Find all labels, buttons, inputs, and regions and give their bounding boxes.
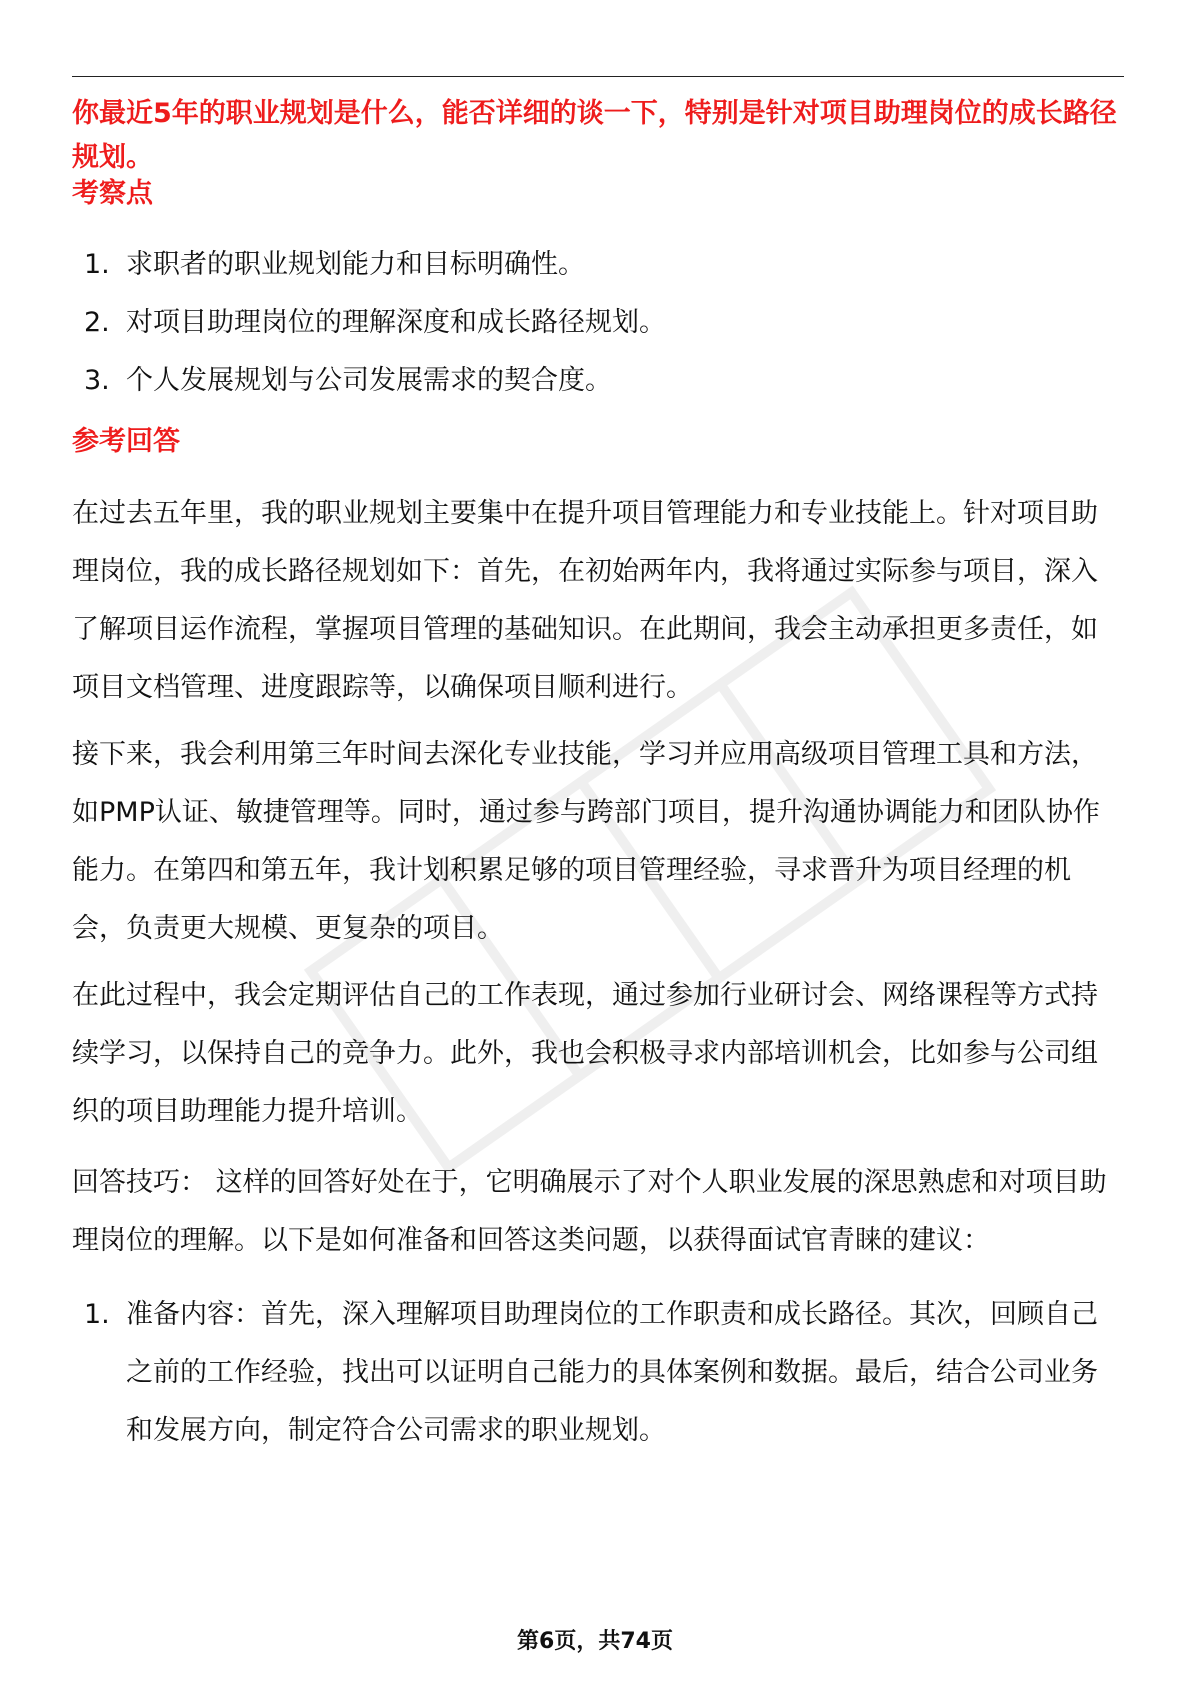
section-heading-examination-points: 考察点 bbox=[72, 178, 153, 209]
document-page bbox=[72, 0, 1124, 1684]
list-item: 1. 准备内容：首先，深入理解项目助理岗位的工作职责和成长路径。其次，回顾自己之前的工作经验，找出可以证明自己能力的具体案例和数据。最后，结合公司业务和发展方向，制定符合公司需求的职业规划。 bbox=[84, 1299, 1098, 1446]
answer-paragraph-3: 在此过程中，我会定期评估自己的工作表现，通过参加行业研讨会、网络课程等方式持续学习，以保持自己的竞争力。此外，我也会积极寻求内部培训机会，比如参与公司组织的项目助理能力提升培训。 bbox=[72, 980, 1098, 1127]
tips-list bbox=[72, 1286, 1124, 1460]
examination-points-list bbox=[72, 236, 1124, 410]
question-title: 你最近5年的职业规划是什么，能否详细的谈一下，特别是针对项目助理岗位的成长路径规划。 bbox=[72, 98, 1117, 173]
page-footer: 第6页，共74页 bbox=[517, 1629, 673, 1654]
answer-paragraph-1: 在过去五年里，我的职业规划主要集中在提升项目管理能力和专业技能上。针对项目助理岗位，我的成长路径规划如下：首先，在初始两年内，我将通过实际参与项目，深入了解项目运作流程，掌握项目管理的基础知识。在此期间，我会主动承担更多责任，如项目文档管理、进度跟踪等，以确保项目顺利进行。 bbox=[72, 498, 1098, 703]
top-divider bbox=[72, 76, 1124, 77]
list-item: 1. 求职者的职业规划能力和目标明确性。 bbox=[84, 249, 585, 280]
answer-tips-intro: 回答技巧： 这样的回答好处在于，它明确展示了对个人职业发展的深思熟虑和对项目助理岗位的理解。以下是如何准备和回答这类问题，以获得面试官青睐的建议： bbox=[72, 1167, 1107, 1256]
section-heading-reference-answer: 参考回答 bbox=[72, 426, 180, 457]
list-item: 2. 对项目助理岗位的理解深度和成长路径规划。 bbox=[84, 307, 666, 338]
list-item: 3. 个人发展规划与公司发展需求的契合度。 bbox=[84, 365, 612, 396]
answer-paragraph-2: 接下来，我会利用第三年时间去深化专业技能，学习并应用高级项目管理工具和方法，如PMP认证、敏捷管理等。同时，通过参与跨部门项目，提升沟通协调能力和团队协作能力。在第四和第五年，我计划积累足够的项目管理经验，寻求晋升为项目经理的机会，负责更大规模、更复杂的项目。 bbox=[72, 739, 1100, 944]
